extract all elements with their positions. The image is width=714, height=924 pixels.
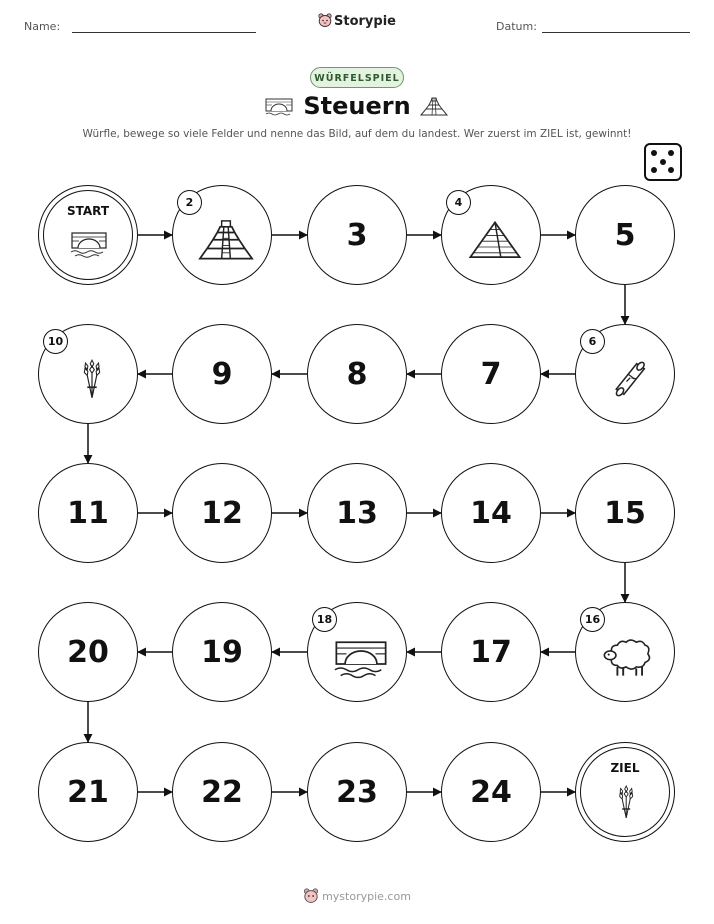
- cell-number: 11: [67, 495, 109, 531]
- cell-number-badge: 10: [43, 329, 68, 354]
- wheat-icon: [80, 359, 104, 403]
- wheat-icon: [616, 785, 636, 823]
- name-label: Name:: [24, 20, 61, 33]
- instructions: Würfle, bewege so viele Felder und nenne das Bild, auf dem du landest. Wer zuerst im ZIEL ist, gewinnt!: [82, 128, 632, 140]
- board-cell-24: [441, 742, 541, 842]
- board-cell-15: [575, 463, 675, 563]
- cell-number-badge: 16: [580, 607, 605, 632]
- cell-number: 5: [614, 217, 636, 253]
- bridge-icon: [332, 635, 390, 683]
- cell-number-badge: 2: [177, 190, 202, 215]
- scroll-icon: [606, 356, 652, 406]
- cell-number: 12: [201, 495, 243, 531]
- cell-number: 22: [201, 774, 243, 810]
- board-cell-20: [38, 602, 138, 702]
- board-cell-3: [307, 185, 407, 285]
- cell-number: 23: [336, 774, 378, 810]
- board-cell-11: [38, 463, 138, 563]
- pyramid-icon: [466, 218, 524, 266]
- board-cell-17: [441, 602, 541, 702]
- cell-number: 13: [336, 495, 378, 531]
- board-cell-6: [575, 324, 675, 424]
- board-cell-8: [307, 324, 407, 424]
- cell-label: START: [66, 204, 110, 218]
- goal-cell: [575, 742, 675, 842]
- mayan-pyramid-icon: [197, 218, 255, 266]
- board-cell-14: [441, 463, 541, 563]
- cell-number: 3: [346, 217, 368, 253]
- cell-number: 7: [480, 356, 502, 392]
- board-cell-12: [172, 463, 272, 563]
- game-type-tag: WÜRFELSPIEL: [310, 67, 404, 88]
- page-title: Steuern: [303, 92, 411, 120]
- board-cell-7: [441, 324, 541, 424]
- brand-name: Storypie: [334, 14, 396, 29]
- date-label: Datum:: [496, 20, 537, 33]
- cell-number: 8: [346, 356, 368, 392]
- board-cell-4: [441, 185, 541, 285]
- cell-number: 24: [470, 774, 512, 810]
- cell-number: 14: [470, 495, 512, 531]
- board-cell-13: [307, 463, 407, 563]
- cell-number: 19: [201, 634, 243, 670]
- board-cell-9: [172, 324, 272, 424]
- cell-number: 20: [67, 634, 109, 670]
- cell-number-badge: 18: [312, 607, 337, 632]
- storypie-mascot-icon: [303, 888, 319, 904]
- cell-number: 9: [211, 356, 233, 392]
- bridge-icon: [69, 228, 109, 262]
- board-cell-19: [172, 602, 272, 702]
- cell-number-badge: 6: [580, 329, 605, 354]
- board-cell-2: [172, 185, 272, 285]
- board-cell-22: [172, 742, 272, 842]
- board-cell-5: [575, 185, 675, 285]
- start-cell: [38, 185, 138, 285]
- cell-number: 17: [470, 634, 512, 670]
- cell-number: 21: [67, 774, 109, 810]
- cell-number: 15: [604, 495, 646, 531]
- footer-site: mystorypie.com: [322, 890, 411, 903]
- footer: [0, 888, 714, 904]
- cell-number-badge: 4: [446, 190, 471, 215]
- board-cell-18: [307, 602, 407, 702]
- cell-label: ZIEL: [610, 761, 640, 775]
- board-cell-23: [307, 742, 407, 842]
- board-cell-10: [38, 324, 138, 424]
- board-cell-21: [38, 742, 138, 842]
- sheep-icon: [600, 635, 658, 683]
- board-cell-16: [575, 602, 675, 702]
